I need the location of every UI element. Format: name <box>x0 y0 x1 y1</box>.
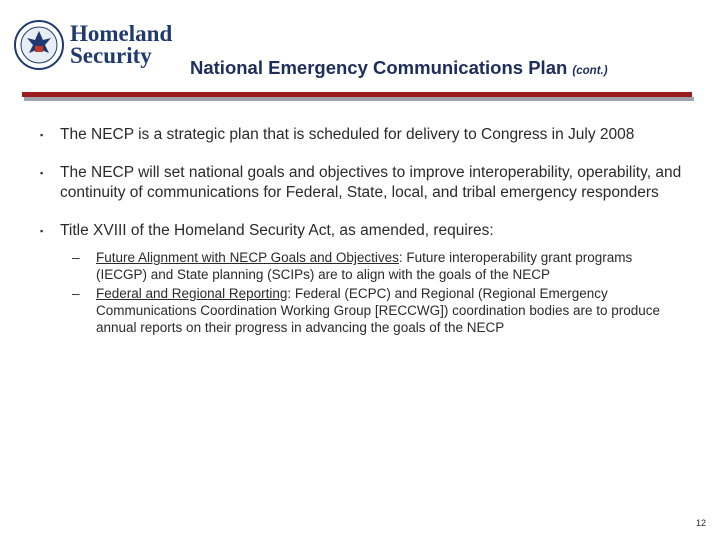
bullet-marker: ▪ <box>40 168 44 178</box>
sub-bullet-list <box>72 249 672 336</box>
title-rule-grey <box>24 97 694 101</box>
bullet-item <box>40 163 690 203</box>
page-number: 12 <box>695 518 706 528</box>
bullet-list <box>40 125 690 338</box>
page-title-text: National Emergency Communications Plan <box>190 57 568 78</box>
bullet-item <box>40 221 690 241</box>
bullet-text: Title XVIII of the Homeland Security Act, as amended, requires: <box>60 222 494 239</box>
page-title <box>190 57 608 79</box>
bullet-marker: ▪ <box>40 226 44 236</box>
logo-line-1: Homeland <box>70 21 173 46</box>
sub-bullet-text <box>96 285 672 336</box>
bullet-item <box>40 125 690 145</box>
dhs-seal-icon <box>14 20 64 70</box>
sub-bullet-heading: Future Alignment with NECP Goals and Objectives <box>96 250 399 265</box>
sub-bullet-item <box>72 285 672 336</box>
page-title-suffix: (cont.) <box>572 65 608 77</box>
sub-bullet-body: : Federal (ECPC) and Regional (Regional Emergency Communications Coordination Working Group [RECCWG]) coordination bodies are to produce annual reports on their progress in advancing the goals of the NECP <box>96 286 661 335</box>
sub-bullet-text <box>96 249 672 283</box>
bullet-text: The NECP will set national goals and objectives to improve interoperability, operability, and continuity of communications for Federal, State, local, and tribal emergency responders <box>60 164 682 201</box>
sub-bullet-item <box>72 249 672 283</box>
logo-wordmark <box>70 23 172 67</box>
sub-bullet-heading: Federal and Regional Reporting <box>96 286 288 301</box>
dhs-logo <box>14 20 172 70</box>
sub-bullet-body: : Future interoperability grant programs (IECGP) and State planning (SCIPs) are to align with the goals of the NECP <box>96 250 633 282</box>
bullet-marker: ▪ <box>40 130 44 140</box>
dash-marker: – <box>72 286 80 301</box>
bullet-text: The NECP is a strategic plan that is scheduled for delivery to Congress in July 2008 <box>60 126 635 143</box>
logo-line-2: Security <box>70 43 152 68</box>
dash-marker: – <box>72 250 80 265</box>
